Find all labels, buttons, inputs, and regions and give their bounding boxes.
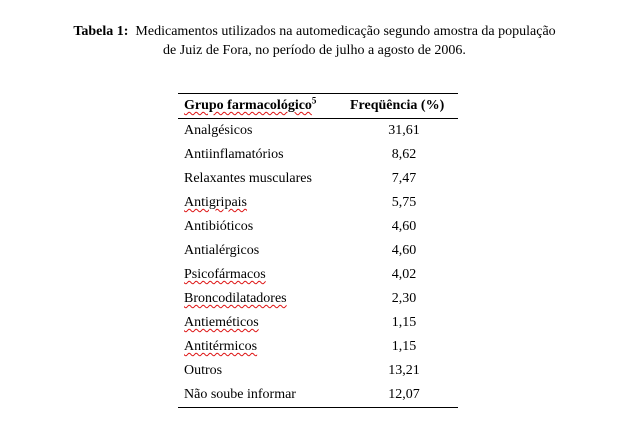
table-row [178, 311, 458, 335]
caption-label: Tabela 1: [73, 24, 129, 39]
table-row [178, 359, 458, 383]
table-row [178, 215, 458, 239]
row-frequency: 1,15 [391, 315, 417, 330]
row-frequency: 7,47 [391, 171, 417, 186]
table-row [178, 287, 458, 311]
row-frequency: 13,21 [388, 363, 420, 378]
row-group [178, 267, 350, 283]
row-group-text: Antigripais [184, 195, 247, 210]
row-group: Não soube informar [184, 387, 296, 402]
row-group-text: Antieméticos [184, 315, 259, 330]
row-group [178, 339, 350, 355]
table-row [178, 383, 458, 407]
row-frequency: 5,75 [391, 195, 417, 210]
row-frequency: 8,62 [391, 147, 417, 162]
table-row [178, 119, 458, 143]
row-group-text: Antitérmicos [184, 339, 258, 354]
table-row [178, 263, 458, 287]
table-header-row [178, 94, 458, 119]
table-row [178, 239, 458, 263]
header-frequency: Freqüência (%) [350, 98, 445, 113]
table-row [178, 335, 458, 359]
row-frequency: 12,07 [388, 387, 420, 402]
table-row [178, 143, 458, 167]
row-group: Outros [184, 363, 223, 378]
row-group: Relaxantes musculares [184, 171, 312, 186]
row-group-text: Broncodilatadores [184, 291, 287, 306]
header-group [178, 95, 350, 114]
header-group-footnote: 5 [311, 95, 317, 106]
row-frequency: 31,61 [388, 123, 420, 138]
row-group [178, 291, 350, 307]
table-caption [0, 22, 629, 60]
medication-table [178, 93, 458, 408]
header-group-text: Grupo farmacológico [184, 98, 312, 113]
row-group: Antibióticos [184, 219, 254, 234]
row-frequency: 4,60 [391, 243, 417, 258]
table-row [178, 191, 458, 215]
row-group [178, 195, 350, 211]
row-group-text: Psicofármacos [184, 267, 266, 282]
caption-line-2: de Juiz de Fora, no período de julho a agosto de 2006. [163, 43, 466, 58]
row-frequency: 4,02 [391, 267, 417, 282]
row-frequency: 2,30 [391, 291, 417, 306]
caption-line-1: Medicamentos utilizados na automedicação segundo amostra da população [135, 24, 556, 39]
row-frequency: 4,60 [391, 219, 417, 234]
row-frequency: 1,15 [391, 339, 417, 354]
table-row [178, 167, 458, 191]
row-group [178, 315, 350, 331]
row-group: Analgésicos [184, 123, 253, 138]
row-group: Antialérgicos [184, 243, 260, 258]
row-group: Antiinflamatórios [184, 147, 284, 162]
